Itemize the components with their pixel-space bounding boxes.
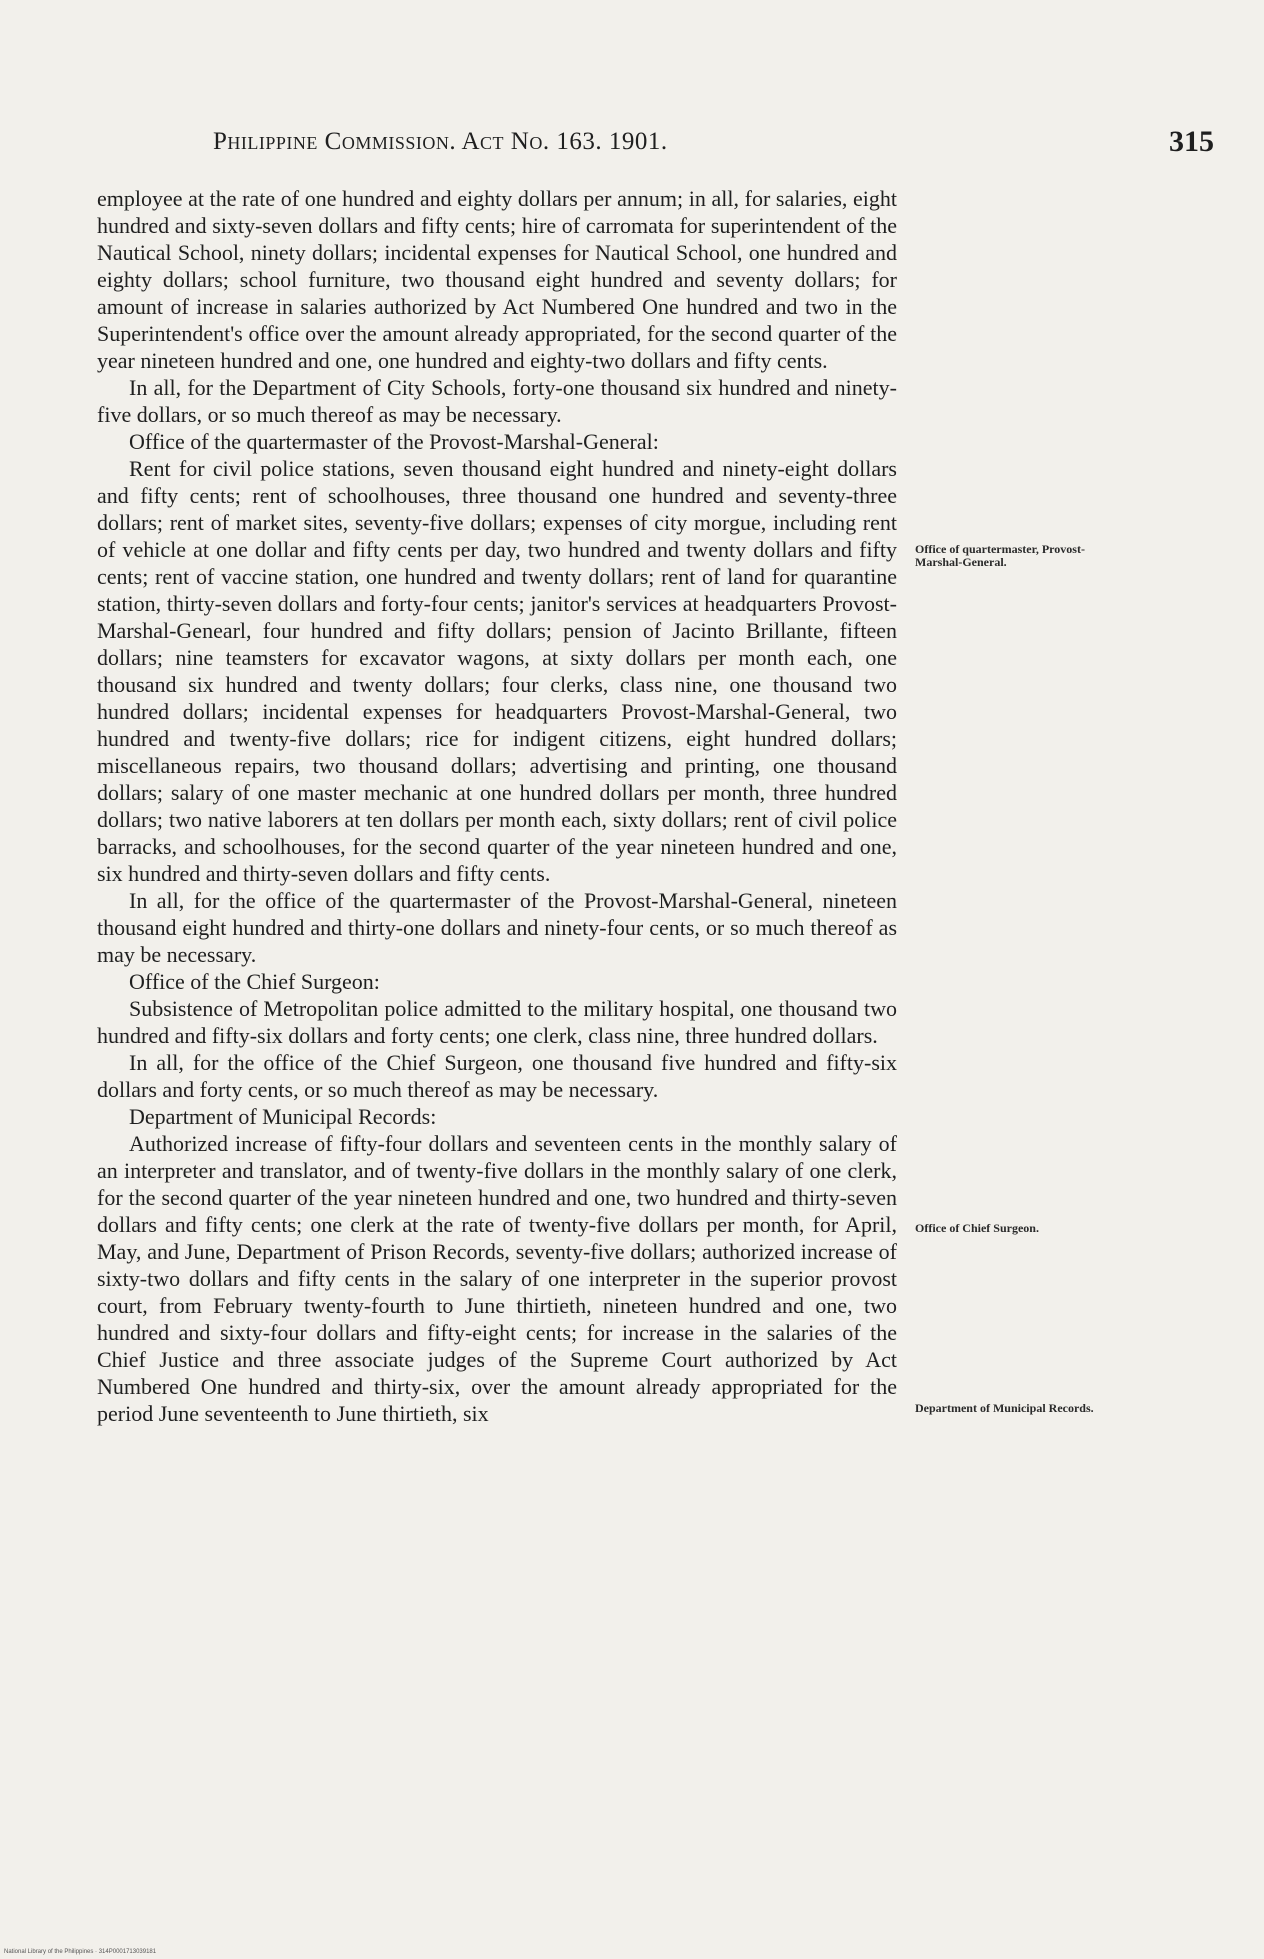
page-number: 315 bbox=[1169, 125, 1214, 158]
paragraph: In all, for the Department of City Schools, forty-one thousand six hundred and ninety-five dollars, or so much thereof as may be necessary. bbox=[97, 375, 897, 427]
paragraph: Authorized increase of fifty-four dollars and seventeen cents in the monthly salary of an interpreter and translator, and of twenty-five dollars in the monthly salary of one clerk, for the second quarter of the year nineteen hundred and one, two hundred and thirty-seven dollars and fifty cents; one clerk at the rate of twenty-five dollars per month, for April, May, and June, Department of Prison Records, seventy-five dollars; authorized increase of sixty-two dollars and fifty cents in the salary of one interpreter in the superior provost court, from February twenty-fourth to June thirtieth, nineteen hundred and one, two hundred and sixty-four dollars and fifty-eight cents; for increase in the salaries of the Chief Justice and three associate judges of the Supreme Court authorized by Act Numbered One hundred and thirty-six, over the amount already appropriated for the period June seventeenth to June thirtieth, six bbox=[97, 1131, 897, 1426]
body-text bbox=[97, 185, 897, 1427]
margin-note-municipal-records: Department of Municipal Records. bbox=[915, 1401, 1094, 1415]
section-heading: Office of the Chief Surgeon: bbox=[129, 969, 380, 994]
scan-footer: National Library of the Philippines · 314P0001713039181 bbox=[4, 1949, 157, 1955]
section-heading: Office of the quartermaster of the Provost-Marshal-General: bbox=[129, 429, 659, 454]
paragraph: In all, for the office of the quartermaster of the Provost-Marshal-General, nineteen thousand eight hundred and thirty-one dollars and ninety-four cents, or so much thereof as may be necessary. bbox=[97, 888, 897, 967]
running-header: Philippine Commission. Act No. 163. 1901. bbox=[213, 128, 668, 155]
paragraph: Subsistence of Metropolitan police admitted to the military hospital, one thousand two hundred and fifty-six dollars and forty cents; one clerk, class nine, three hundred dollars. bbox=[97, 996, 897, 1048]
margin-note-quartermaster: Office of quartermaster, Provost-Marshal-General. bbox=[915, 542, 1085, 569]
section-heading: Department of Municipal Records: bbox=[129, 1104, 437, 1129]
margin-note-chief-surgeon: Office of Chief Surgeon. bbox=[915, 1221, 1039, 1235]
paragraph: employee at the rate of one hundred and eighty dollars per annum; in all, for salaries, eight hundred and sixty-seven dollars and fifty cents; hire of carromata for superintendent of the Nautical School, ninety dollars; incidental expenses for Nautical School, one hundred and eighty dollars; school furniture, two thousand eight hundred and seventy dollars; for amount of increase in salaries authorized by Act Numbered One hundred and two in the Superintendent's office over the amount already appropriated, for the second quarter of the year nineteen hundred and one, one hundred and eighty-two dollars and fifty cents. bbox=[97, 186, 897, 373]
paragraph: In all, for the office of the Chief Surgeon, one thousand five hundred and fifty-six dollars and forty cents, or so much thereof as may be necessary. bbox=[97, 1050, 897, 1102]
paragraph: Rent for civil police stations, seven thousand eight hundred and ninety-eight dollars and fifty cents; rent of schoolhouses, three thousand one hundred and seventy-three dollars; rent of market sites, seventy-five dollars; expenses of city morgue, including rent of vehicle at one dollar and fifty cents per day, two hundred and twenty dollars and fifty cents; rent of vaccine station, one hundred and twenty dollars; rent of land for quarantine station, thirty-seven dollars and forty-four cents; janitor's services at headquarters Provost-Marshal-Genearl, four hundred and fifty dollars; pension of Jacinto Brillante, fifteen dollars; nine teamsters for excavator wagons, at sixty dollars per month each, one thousand six hundred and twenty dollars; four clerks, class nine, one thousand two hundred dollars; incidental expenses for headquarters Provost-Marshal-General, two hundred and twenty-five dollars; rice for indigent citizens, eight hundred dollars; miscellaneous repairs, two thousand dollars; advertising and printing, one thousand dollars; salary of one master mechanic at one hundred dollars per month, three hundred dollars; two native laborers at ten dollars per month each, sixty dollars; rent of civil police barracks, and schoolhouses, for the second quarter of the year nineteen hundred and one, six hundred and thirty-seven dollars and fifty cents. bbox=[97, 456, 897, 886]
